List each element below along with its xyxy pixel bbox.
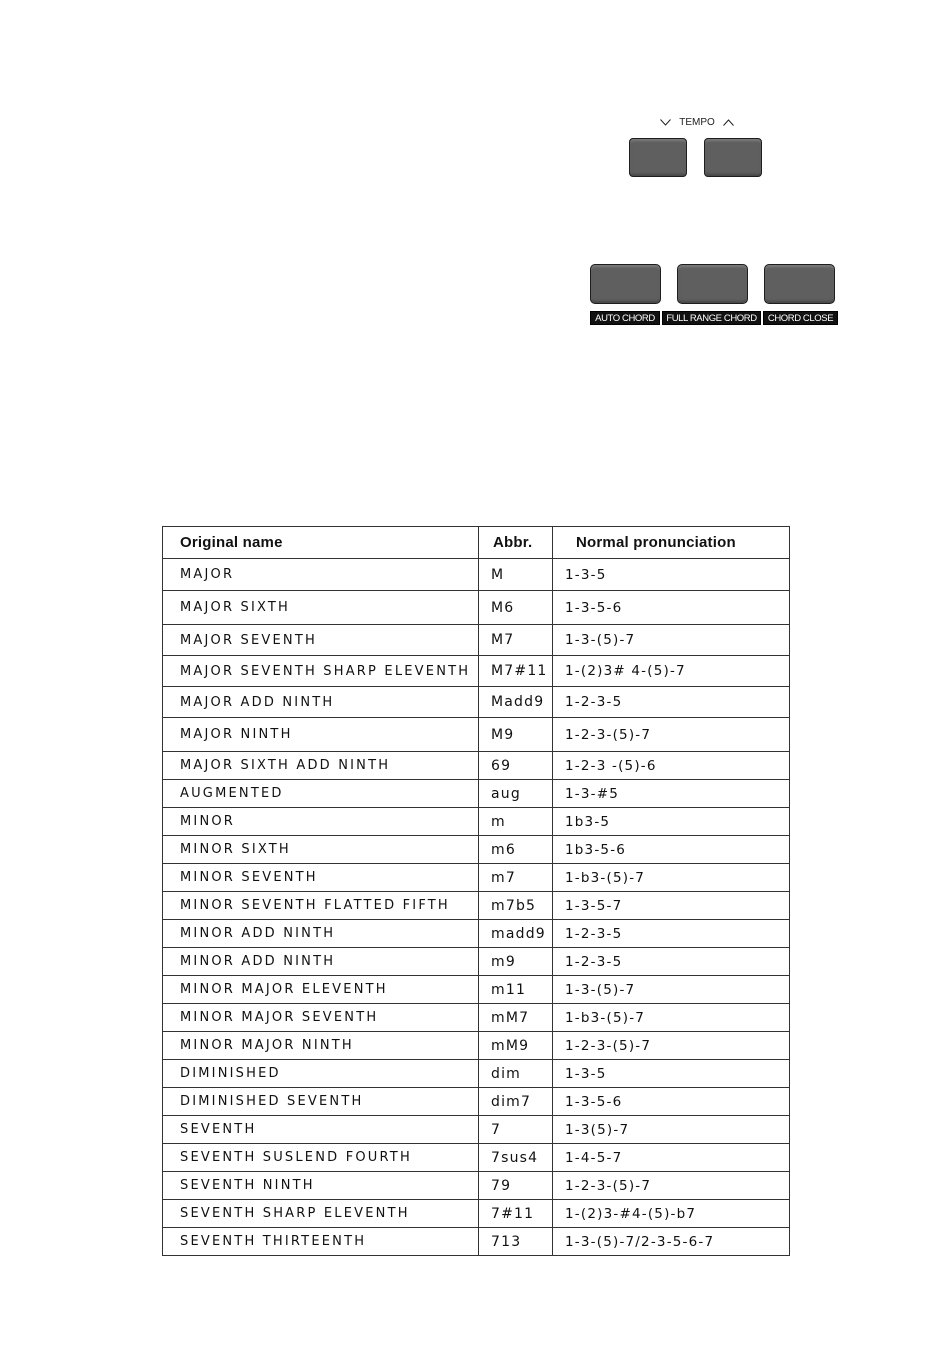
chord-abbr-cell: m [479, 808, 553, 836]
chord-abbr-cell: m6 [479, 836, 553, 864]
chord-pronunciation-cell: 1-b3-(5)-7 [553, 864, 790, 892]
table-row [163, 1144, 790, 1172]
chord-pronunciation-cell: 1-2-3-5 [553, 948, 790, 976]
chord-name-cell: MINOR ADD NINTH [163, 920, 479, 948]
chord-abbr-cell: M7#11 [479, 656, 553, 687]
table-row [163, 1228, 790, 1256]
chord-name-cell: MINOR SEVENTH [163, 864, 479, 892]
chord-abbr-cell: 7sus4 [479, 1144, 553, 1172]
chord-abbr-cell: mM7 [479, 1004, 553, 1032]
chord-pronunciation-cell: 1-3-5 [553, 559, 790, 591]
tempo-down-button[interactable] [629, 138, 687, 177]
chord-abbr-cell: m9 [479, 948, 553, 976]
table-row [163, 864, 790, 892]
table-row [163, 1172, 790, 1200]
chord-pronunciation-cell: 1-3(5)-7 [553, 1116, 790, 1144]
table-row [163, 1060, 790, 1088]
chord-abbr-cell: 79 [479, 1172, 553, 1200]
chord-abbr-cell: 7#11 [479, 1200, 553, 1228]
chord-name-cell: SEVENTH THIRTEENTH [163, 1228, 479, 1256]
chord-abbr-cell: mM9 [479, 1032, 553, 1060]
table-row [163, 591, 790, 625]
chord-close-button[interactable] [764, 264, 835, 304]
table-row [163, 1116, 790, 1144]
table-row [163, 1004, 790, 1032]
chord-pronunciation-cell: 1-2-3-(5)-7 [553, 1032, 790, 1060]
full-range-chord-button[interactable] [677, 264, 748, 304]
table-row [163, 892, 790, 920]
chord-name-cell: SEVENTH NINTH [163, 1172, 479, 1200]
table-row [163, 687, 790, 718]
header-pronunciation: Normal pronunciation [553, 527, 790, 559]
chevron-up-icon [723, 119, 734, 126]
table-row [163, 1088, 790, 1116]
chord-close-label: CHORD CLOSE [763, 311, 838, 325]
chord-abbr-cell: aug [479, 780, 553, 808]
chord-name-cell: MAJOR NINTH [163, 718, 479, 752]
chord-pronunciation-cell: 1b3-5-6 [553, 836, 790, 864]
chord-name-cell: MAJOR ADD NINTH [163, 687, 479, 718]
table-row [163, 1032, 790, 1060]
table-row [163, 948, 790, 976]
chord-abbr-cell: m7b5 [479, 892, 553, 920]
chord-name-cell: AUGMENTED [163, 780, 479, 808]
table-row [163, 656, 790, 687]
tempo-text: TEMPO [679, 116, 715, 128]
chord-pronunciation-cell: 1-3-#5 [553, 780, 790, 808]
chord-pronunciation-cell: 1-2-3-(5)-7 [553, 718, 790, 752]
chord-abbr-cell: 7 [479, 1116, 553, 1144]
chord-name-cell: DIMINISHED [163, 1060, 479, 1088]
chord-name-cell: MINOR MAJOR ELEVENTH [163, 976, 479, 1004]
chord-name-cell: MINOR SIXTH [163, 836, 479, 864]
table-row [163, 718, 790, 752]
chord-abbr-cell: madd9 [479, 920, 553, 948]
table-row [163, 920, 790, 948]
table-row [163, 808, 790, 836]
chord-abbr-cell: m11 [479, 976, 553, 1004]
table-row [163, 1200, 790, 1228]
auto-chord-label: AUTO CHORD [590, 311, 660, 325]
chord-abbr-cell: 69 [479, 752, 553, 780]
chord-pronunciation-cell: 1-(2)3# 4-(5)-7 [553, 656, 790, 687]
chord-name-cell: SEVENTH SUSLEND FOURTH [163, 1144, 479, 1172]
table-row [163, 559, 790, 591]
chord-abbr-cell: 713 [479, 1228, 553, 1256]
chord-name-cell: MINOR SEVENTH FLATTED FIFTH [163, 892, 479, 920]
chord-name-cell: MAJOR SEVENTH SHARP ELEVENTH [163, 656, 479, 687]
chord-pronunciation-cell: 1-3-5-7 [553, 892, 790, 920]
chord-pronunciation-cell: 1b3-5 [553, 808, 790, 836]
chord-abbr-cell: M9 [479, 718, 553, 752]
chord-abbr-cell: dim7 [479, 1088, 553, 1116]
table-row [163, 836, 790, 864]
tempo-label [652, 114, 742, 130]
chord-pronunciation-cell: 1-3-5-6 [553, 591, 790, 625]
table-row [163, 780, 790, 808]
chord-name-cell: MINOR MAJOR NINTH [163, 1032, 479, 1060]
chord-pronunciation-cell: 1-3-(5)-7 [553, 976, 790, 1004]
chord-name-cell: SEVENTH [163, 1116, 479, 1144]
chord-pronunciation-cell: 1-b3-(5)-7 [553, 1004, 790, 1032]
chord-pronunciation-cell: 1-(2)3-#4-(5)-b7 [553, 1200, 790, 1228]
header-abbr: Abbr. [479, 527, 553, 559]
chord-name-cell: MAJOR SIXTH [163, 591, 479, 625]
chord-table [162, 526, 790, 1256]
chord-name-cell: MAJOR SEVENTH [163, 625, 479, 656]
chord-name-cell: SEVENTH SHARP ELEVENTH [163, 1200, 479, 1228]
full-range-chord-label: FULL RANGE CHORD [662, 311, 761, 325]
chord-pronunciation-cell: 1-4-5-7 [553, 1144, 790, 1172]
auto-chord-button[interactable] [590, 264, 661, 304]
chord-abbr-cell: m7 [479, 864, 553, 892]
chord-pronunciation-cell: 1-3-(5)-7 [553, 625, 790, 656]
chord-name-cell: MINOR MAJOR SEVENTH [163, 1004, 479, 1032]
chord-pronunciation-cell: 1-3-(5)-7/2-3-5-6-7 [553, 1228, 790, 1256]
chevron-down-icon [660, 119, 671, 126]
chord-pronunciation-cell: 1-3-5 [553, 1060, 790, 1088]
chord-abbr-cell: M [479, 559, 553, 591]
header-original-name: Original name [163, 527, 479, 559]
chord-name-cell: MAJOR SIXTH ADD NINTH [163, 752, 479, 780]
chord-pronunciation-cell: 1-2-3-5 [553, 687, 790, 718]
chord-pronunciation-cell: 1-2-3 -(5)-6 [553, 752, 790, 780]
chord-abbr-cell: M7 [479, 625, 553, 656]
chord-name-cell: MINOR [163, 808, 479, 836]
chord-name-cell: MINOR ADD NINTH [163, 948, 479, 976]
chord-name-cell: DIMINISHED SEVENTH [163, 1088, 479, 1116]
table-row [163, 625, 790, 656]
chord-abbr-cell: Madd9 [479, 687, 553, 718]
chord-pronunciation-cell: 1-3-5-6 [553, 1088, 790, 1116]
tempo-up-button[interactable] [704, 138, 762, 177]
chord-pronunciation-cell: 1-2-3-(5)-7 [553, 1172, 790, 1200]
chord-pronunciation-cell: 1-2-3-5 [553, 920, 790, 948]
chord-abbr-cell: dim [479, 1060, 553, 1088]
table-row [163, 752, 790, 780]
chord-table-body [163, 559, 790, 1256]
table-header-row [163, 527, 790, 559]
chord-name-cell: MAJOR [163, 559, 479, 591]
chord-abbr-cell: M6 [479, 591, 553, 625]
table-row [163, 976, 790, 1004]
